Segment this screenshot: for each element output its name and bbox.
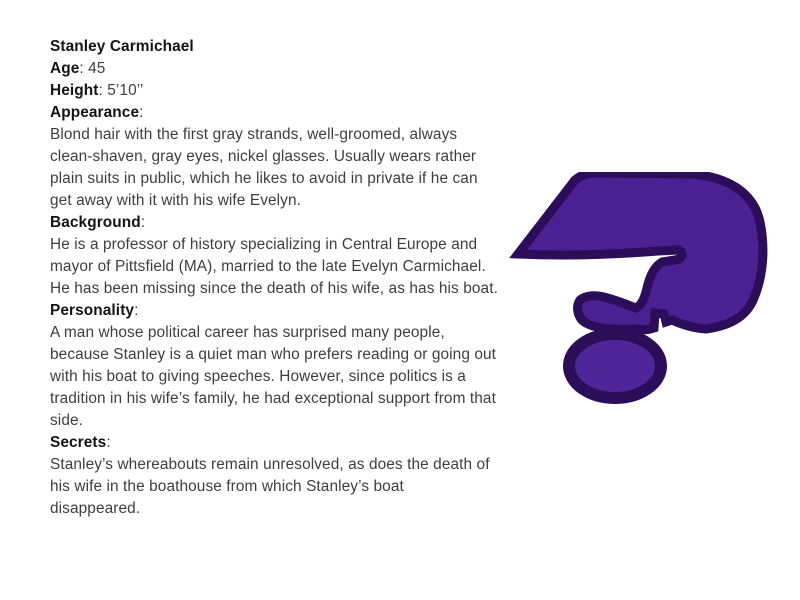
character-profile: [50, 36, 498, 520]
field-label: Age: [50, 60, 80, 77]
section-heading: [50, 212, 498, 234]
field-value: : 5’10’’: [98, 82, 144, 99]
section-colon: :: [134, 302, 139, 319]
question-mark-dot: [569, 334, 661, 398]
section-label: Secrets: [50, 434, 107, 451]
section-background: [50, 212, 498, 300]
question-mark-curl: [518, 173, 763, 330]
section-colon: :: [140, 214, 146, 231]
field-label: Height: [50, 82, 99, 99]
field-height: [50, 80, 498, 102]
question-mark-icon: [508, 172, 780, 426]
section-text: He is a professor of history specializing in Central Europe and mayor of Pittsfield (MA), married to the late Evelyn Carmichael. He has been missing since the death of his wife, as has his boat.: [50, 236, 498, 297]
character-fields: [50, 58, 498, 102]
field-value: : 45: [79, 60, 106, 77]
section-secrets: [50, 432, 498, 520]
section-heading: [50, 102, 498, 124]
section-label: Background: [50, 214, 141, 231]
field-age: [50, 58, 498, 80]
section-personality: [50, 300, 498, 432]
character-sections: [50, 102, 498, 520]
character-name: Stanley Carmichael: [50, 38, 194, 55]
section-heading: [50, 300, 498, 322]
section-label: Appearance: [50, 104, 140, 121]
section-label: Personality: [50, 302, 135, 319]
section-colon: :: [106, 434, 111, 451]
section-heading: [50, 432, 498, 454]
section-text: Stanley’s whereabouts remain unresolved, as does the death of his wife in the boathouse from which Stanley’s boat disappeared.: [50, 456, 490, 517]
section-text: Blond hair with the first gray strands, well-groomed, always clean-shaven, gray eyes, nickel glasses. Usually wears rather plain suits in public, which he likes to avoid in private if he can get away with it with his wife Evelyn.: [50, 126, 478, 209]
section-appearance: [50, 102, 498, 212]
section-colon: :: [139, 104, 144, 121]
section-text: A man whose political career has surprised many people, because Stanley is a quiet man who prefers reading or going out with his boat to giving speeches. However, since politics is a tradition in his wife’s family, he had exceptional support from that side.: [50, 324, 497, 429]
